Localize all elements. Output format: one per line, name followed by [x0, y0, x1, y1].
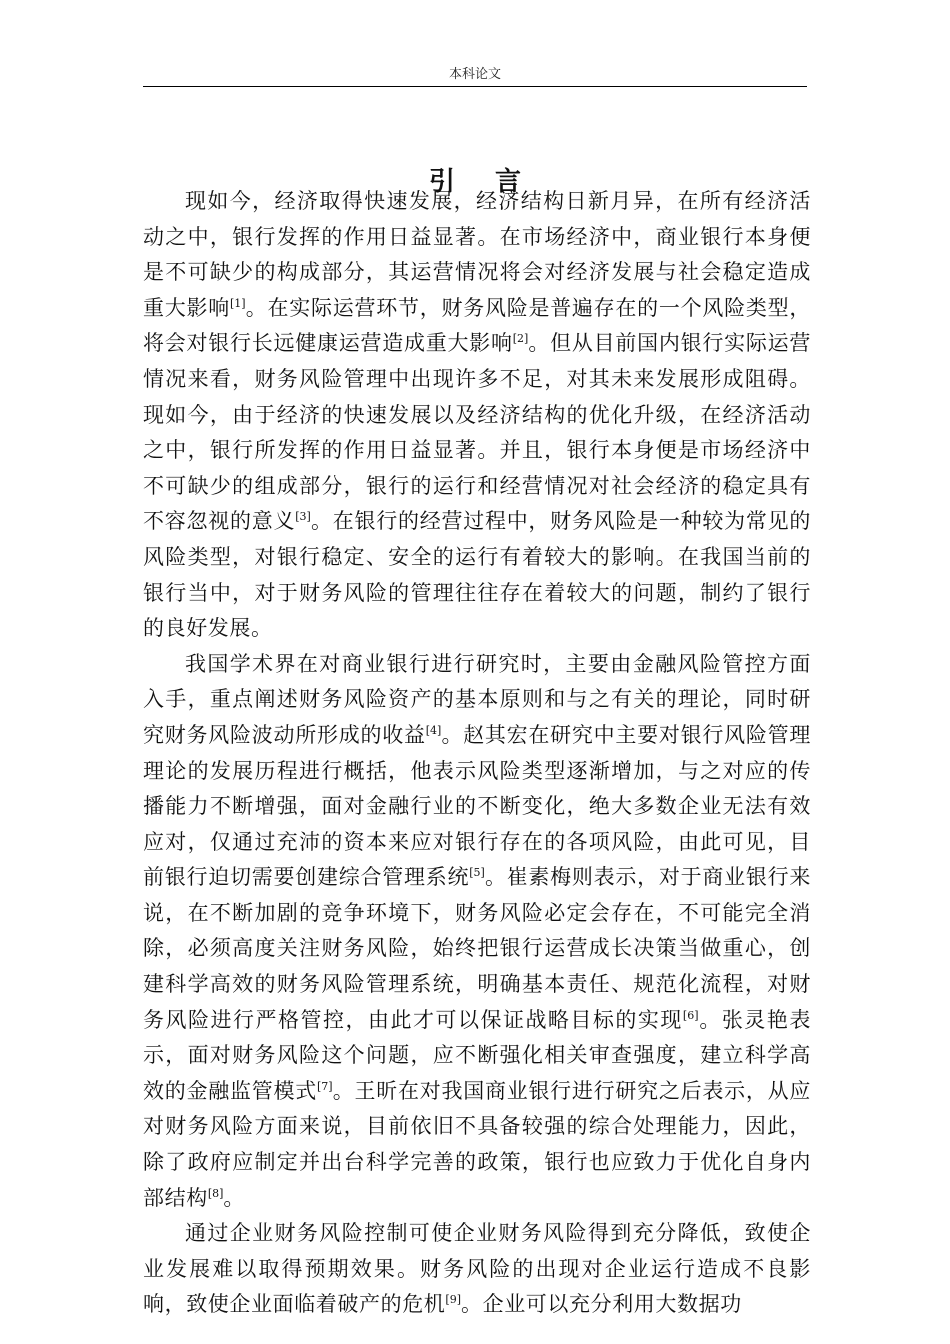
body-text — [143, 184, 811, 1323]
section-title: 引言 — [428, 167, 561, 198]
text-run: 现如今，经济取得快速发展，经济结构日新月异，在所有经济活动之中，银行发挥的作用日益显著。在市场经济中，商业银行本身便是不可缺少的构成部分，其运营情况将会对经济发展与社会稳定造成重大影响 — [143, 189, 811, 320]
text-run: 。但从目前国内银行实际运营情况来看，财务风险管理中出现许多不足，对其未来发展形成阻碍。现如今，由于经济的快速发展以及经济结构的优化升级，在经济活动之中，银行所发挥的作用日益显著。并且，银行本身便是市场经济中不可缺少的组成部分，银行的运行和经营情况对社会经济的稳定具有不容忽视的意义 — [143, 331, 811, 534]
text-run: 通过企业财务风险控制可使企业财务风险得到充分降低，致使企业发展难以取得预期效果。财务风险的出现对企业运行造成不良影响，致使企业面临着破产的危机 — [143, 1221, 811, 1317]
text-run: 。在银行的经营过程中，财务风险是一种较为常见的风险类型，对银行稳定、安全的运行有着较大的影响。在我国当前的银行当中，对于财务风险的管理往往存在着较大的问题，制约了银行的良好发展。 — [143, 509, 811, 641]
citation-ref: [7] — [316, 1079, 333, 1093]
text-run: 。王昕在对我国商业银行进行研究之后表示，从应对财务风险方面来说，目前依旧不具备较强的综合处理能力，因此，除了政府应制定并出台科学完善的政策，银行也应致力于优化自身内部结构 — [143, 1078, 811, 1210]
text-run: 。赵其宏在研究中主要对银行风险管理理论的发展历程进行概括，他表示风险类型逐渐增加，与之对应的传播能力不断增强，面对金融行业的不断变化，绝大多数企业无法有效应对，仅通过充沛的资本来应对银行存在的各项风险，由此可见，目前银行迫切需要创建综合管理系统 — [143, 722, 811, 890]
citation-ref: [6] — [682, 1008, 699, 1022]
text-run: 。在实际运营环节，财务风险是普遍存在的一个风险类型，将会对银行长远健康运营造成重大影响 — [143, 295, 811, 356]
citation-ref: [2] — [512, 332, 529, 346]
text-run: 。张灵艳表示，面对财务风险这个问题，应不断强化相关审查强度，建立科学高效的金融监管模式 — [143, 1007, 811, 1103]
citation-ref: [1] — [230, 296, 246, 310]
text-run: 。崔素梅则表示，对于商业银行来说，在不断加剧的竞争环境下，财务风险必定会存在，不可能完全消除，必须高度关注财务风险，始终把银行运营成长决策当做重心，创建科学高效的财务风险管理系统，明确基本责任、规范化流程，对财务风险进行严格管控，由此才可以保证战略目标的实现 — [143, 865, 811, 1032]
paragraph-1 — [143, 184, 811, 647]
text-run: 。企业可以充分利用大数据功 — [461, 1292, 742, 1317]
text-run: 我国学术界在对商业银行进行研究时，主要由金融风险管控方面入手，重点阐述财务风险资产的基本原则和与之有关的理论，同时研究财务风险波动所形成的收益 — [143, 651, 811, 747]
citation-ref: [9] — [445, 1293, 461, 1307]
running-header: 本科论文 — [448, 67, 501, 82]
paragraph-2 — [143, 647, 811, 1217]
citation-ref: [4] — [425, 723, 442, 737]
citation-ref: [8] — [207, 1186, 224, 1200]
header-rule — [143, 86, 807, 87]
citation-ref: [5] — [469, 866, 485, 880]
citation-ref: [3] — [295, 510, 311, 524]
paragraph-3 — [143, 1216, 811, 1323]
text-run: 。 — [223, 1185, 246, 1210]
